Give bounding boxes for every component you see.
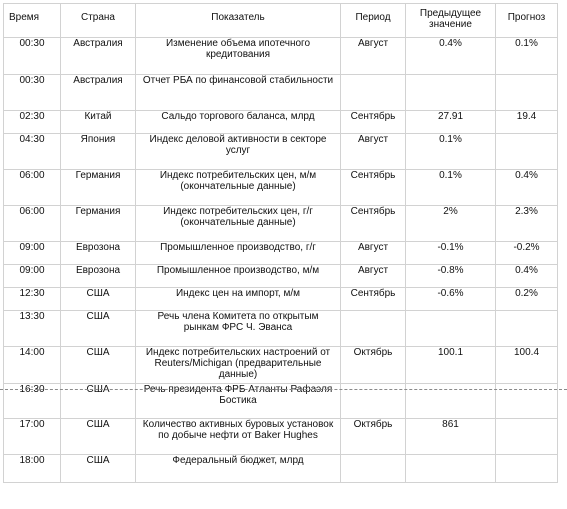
cell-previous: 0.1% bbox=[406, 170, 496, 206]
cell-forecast: 0.2% bbox=[496, 288, 558, 311]
cell-period bbox=[341, 311, 406, 347]
cell-period: Сентябрь bbox=[341, 111, 406, 134]
cell-country: Германия bbox=[61, 206, 136, 242]
table-row bbox=[4, 347, 558, 384]
cell-forecast: -0.2% bbox=[496, 242, 558, 265]
cell-period: Август bbox=[341, 265, 406, 288]
cell-time: 18:00 bbox=[4, 455, 61, 483]
cell-country: Китай bbox=[61, 111, 136, 134]
cell-country: США bbox=[61, 311, 136, 347]
cell-indicator: Сальдо торгового баланса, млрд bbox=[136, 111, 341, 134]
cell-previous bbox=[406, 311, 496, 347]
cell-indicator: Индекс потребительских настроений от Reuters/Michigan (предварительные данные) bbox=[136, 347, 341, 384]
table-row bbox=[4, 38, 558, 75]
cell-indicator: Промышленное производство, м/м bbox=[136, 265, 341, 288]
cell-time: 04:30 bbox=[4, 134, 61, 170]
cell-time: 16:30 bbox=[4, 384, 61, 419]
cell-time: 09:00 bbox=[4, 265, 61, 288]
cell-time: 14:00 bbox=[4, 347, 61, 384]
cell-period: Сентябрь bbox=[341, 170, 406, 206]
cell-forecast bbox=[496, 455, 558, 483]
cell-indicator: Индекс потребительских цен, г/г (окончательные данные) bbox=[136, 206, 341, 242]
cell-indicator: Речь члена Комитета по открытым рынкам ФРС Ч. Эванса bbox=[136, 311, 341, 347]
cell-previous bbox=[406, 75, 496, 111]
cell-time: 17:00 bbox=[4, 419, 61, 455]
cell-previous: -0.6% bbox=[406, 288, 496, 311]
table-row bbox=[4, 288, 558, 311]
table-row bbox=[4, 134, 558, 170]
cell-previous: 100.1 bbox=[406, 347, 496, 384]
cell-country: США bbox=[61, 347, 136, 384]
cell-forecast: 0.4% bbox=[496, 265, 558, 288]
cell-indicator: Индекс деловой активности в секторе услуг bbox=[136, 134, 341, 170]
cell-country: США bbox=[61, 419, 136, 455]
cell-previous: 0.4% bbox=[406, 38, 496, 75]
cell-previous: 2% bbox=[406, 206, 496, 242]
cell-country: Австралия bbox=[61, 38, 136, 75]
table-row bbox=[4, 170, 558, 206]
cell-period: Август bbox=[341, 38, 406, 75]
header-period: Период bbox=[341, 4, 406, 38]
cell-forecast: 100.4 bbox=[496, 347, 558, 384]
header-indicator: Показатель bbox=[136, 4, 341, 38]
cell-indicator: Количество активных буровых установок по добыче нефти от Baker Hughes bbox=[136, 419, 341, 455]
cell-country: Германия bbox=[61, 170, 136, 206]
cell-period: Сентябрь bbox=[341, 288, 406, 311]
cell-forecast bbox=[496, 75, 558, 111]
cell-period bbox=[341, 75, 406, 111]
table-row bbox=[4, 75, 558, 111]
table-row bbox=[4, 111, 558, 134]
header-country: Страна bbox=[61, 4, 136, 38]
cell-indicator: Промышленное производство, г/г bbox=[136, 242, 341, 265]
cell-previous bbox=[406, 455, 496, 483]
cell-period bbox=[341, 455, 406, 483]
cell-period: Август bbox=[341, 134, 406, 170]
cell-period: Сентябрь bbox=[341, 206, 406, 242]
cell-period: Август bbox=[341, 242, 406, 265]
cell-indicator: Изменение объема ипотечного кредитования bbox=[136, 38, 341, 75]
table-row bbox=[4, 419, 558, 455]
cell-time: 09:00 bbox=[4, 242, 61, 265]
cell-forecast: 2.3% bbox=[496, 206, 558, 242]
table-row bbox=[4, 265, 558, 288]
cell-country: США bbox=[61, 384, 136, 419]
cell-previous: -0.8% bbox=[406, 265, 496, 288]
cell-previous: -0.1% bbox=[406, 242, 496, 265]
cell-country: Еврозона bbox=[61, 265, 136, 288]
cell-indicator: Индекс цен на импорт, м/м bbox=[136, 288, 341, 311]
table-row bbox=[4, 242, 558, 265]
cell-forecast bbox=[496, 419, 558, 455]
cell-previous: 861 bbox=[406, 419, 496, 455]
table-row bbox=[4, 455, 558, 483]
cell-forecast: 19.4 bbox=[496, 111, 558, 134]
cell-period: Октябрь bbox=[341, 347, 406, 384]
cell-country: Австралия bbox=[61, 75, 136, 111]
header-time: Время bbox=[4, 4, 61, 38]
cell-indicator: Федеральный бюджет, млрд bbox=[136, 455, 341, 483]
cell-time: 00:30 bbox=[4, 38, 61, 75]
cell-time: 06:00 bbox=[4, 206, 61, 242]
cell-country: Япония bbox=[61, 134, 136, 170]
table-row bbox=[4, 206, 558, 242]
cell-period: Октябрь bbox=[341, 419, 406, 455]
cell-previous: 0.1% bbox=[406, 134, 496, 170]
cell-previous: 27.91 bbox=[406, 111, 496, 134]
cell-forecast bbox=[496, 311, 558, 347]
cell-forecast bbox=[496, 134, 558, 170]
cell-indicator: Индекс потребительских цен, м/м (окончательные данные) bbox=[136, 170, 341, 206]
header-forecast: Прогноз bbox=[496, 4, 558, 38]
economic-calendar-table bbox=[3, 3, 558, 483]
cell-country: США bbox=[61, 288, 136, 311]
cell-time: 00:30 bbox=[4, 75, 61, 111]
cell-time: 13:30 bbox=[4, 311, 61, 347]
cell-forecast: 0.1% bbox=[496, 38, 558, 75]
header-previous: Предыдущее значение bbox=[406, 4, 496, 38]
cell-country: Еврозона bbox=[61, 242, 136, 265]
dashed-separator bbox=[0, 389, 567, 390]
cell-indicator: Отчет РБА по финансовой стабильности bbox=[136, 75, 341, 111]
cell-indicator: Речь президента ФРБ Атланты Рафаэля Бостика bbox=[136, 384, 341, 419]
cell-time: 02:30 bbox=[4, 111, 61, 134]
cell-time: 12:30 bbox=[4, 288, 61, 311]
cell-forecast: 0.4% bbox=[496, 170, 558, 206]
header-row bbox=[4, 4, 558, 38]
cell-time: 06:00 bbox=[4, 170, 61, 206]
table-row bbox=[4, 311, 558, 347]
cell-country: США bbox=[61, 455, 136, 483]
